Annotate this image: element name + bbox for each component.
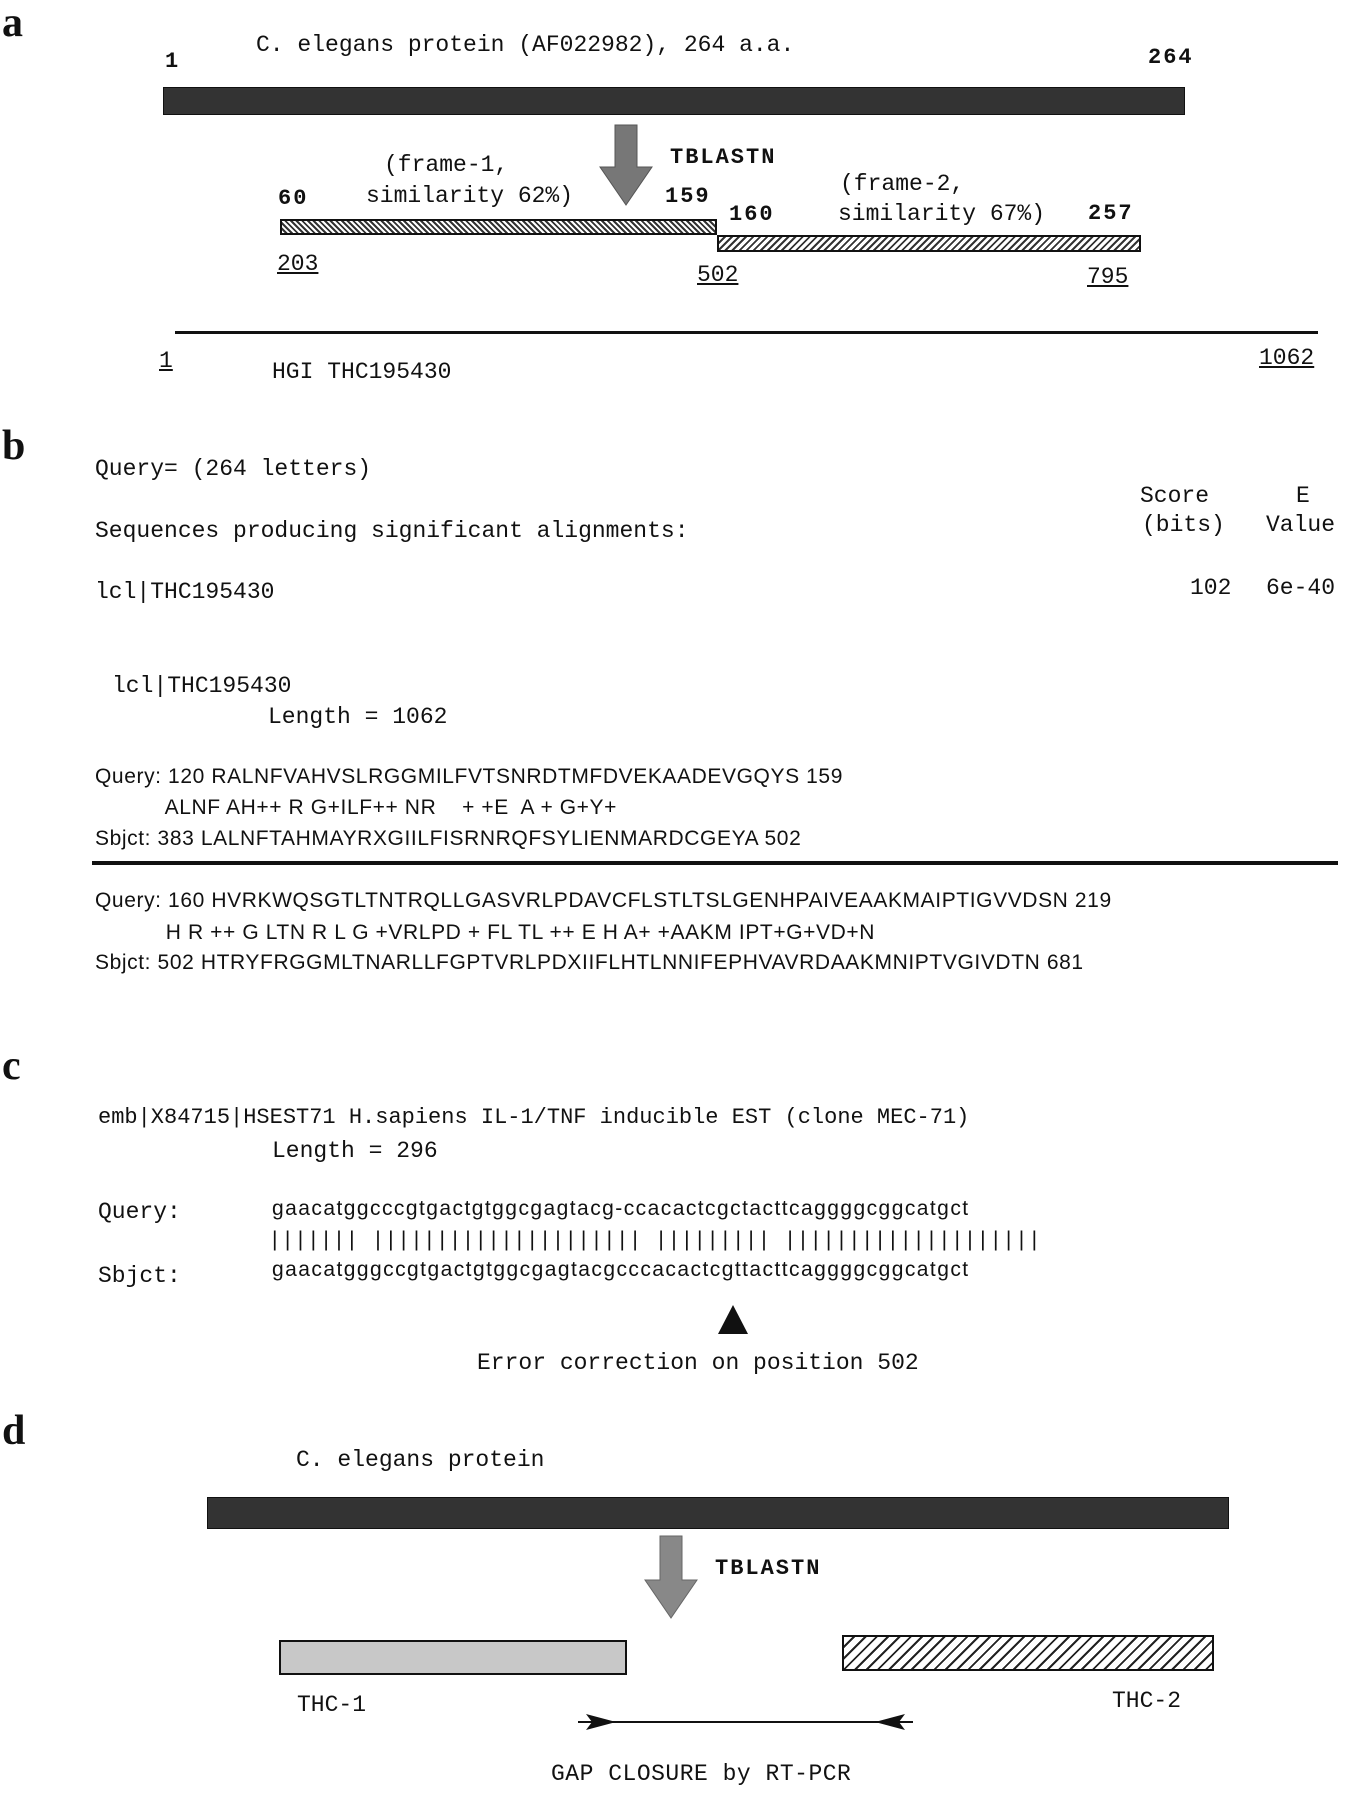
est-start-label: 1 (159, 348, 173, 374)
tblastn-label-d: TBLASTN (715, 1556, 822, 1581)
dna-sbjct-seq: gaacatgggccgtgactgtggcgagtacgcccacactcgttacttcaggggcggcatgct (272, 1258, 970, 1281)
down-arrow-icon (645, 1536, 697, 1618)
detail-id: lcl|THC195430 (112, 673, 292, 699)
protein-end-label: 264 (1148, 45, 1194, 70)
seg2-start-label: 160 (729, 202, 775, 227)
hit-id: lcl|THC195430 (95, 579, 275, 605)
alignment-sbjct-line: Sbjct: 383 LALNFTAHMAYRXGIILFISRNRQFSYLIENMARDCGEYA 502 (95, 827, 802, 850)
seg1-start-label: 60 (278, 186, 309, 211)
protein-title: C. elegans protein (AF022982), 264 a.a. (256, 32, 795, 58)
error-correction-note: Error correction on position 502 (477, 1350, 919, 1376)
alignment-match-line: H R ++ G LTN R L G +VRLPD + FL TL ++ E H A+ +AAKM IPT+G+VD+N (95, 921, 876, 944)
thc1-label: THC-1 (297, 1692, 367, 1718)
panel-c-label: c (2, 1043, 21, 1089)
seg2-end-label: 257 (1088, 201, 1134, 226)
frame2-note-line2: similarity 67%) (838, 201, 1046, 227)
query-line: Query= (264 letters) (95, 456, 372, 482)
protein-bar (163, 87, 1185, 115)
alignment-query-line: Query: 160 HVRKWQSGTLTNTRQLLGASVRLPDAVCFLSTLTSLGENHPAIVEAAKMAIPTIGVVDSN 219 (95, 889, 1112, 912)
frame2-note-line1: (frame-2, (840, 171, 965, 197)
hit-evalue: 6e-40 (1266, 575, 1336, 601)
gap-closure-arrows-icon (578, 1710, 913, 1734)
panel-a-label: a (2, 0, 23, 46)
dna-sbjct-label: Sbjct: (98, 1263, 181, 1289)
dna-query-seq: gaacatggcccgtgactgtggcgagtacg-ccacactcgctacttcaggggcggcatgct (272, 1197, 970, 1220)
alignment-sbjct-line: Sbjct: 502 HTRYFRGGMLTNARLLFGPTVRLPDXIIFLHTLNNIFEPHVAVRDAAKMNIPTVGIVDTN 681 (95, 951, 1084, 974)
detail-length: Length = 1062 (268, 704, 448, 730)
thc2-bar (842, 1635, 1214, 1671)
panel-b-label: b (2, 423, 26, 469)
protein-start-label: 1 (165, 49, 181, 74)
triangle-marker-icon (718, 1305, 748, 1335)
evalue-header-1: E (1296, 483, 1310, 509)
gap-closure-label: GAP CLOSURE by RT-PCR (551, 1761, 852, 1787)
frame1-note-line1: (frame-1, (384, 152, 509, 178)
est-hit-length: Length = 296 (272, 1138, 438, 1164)
protein-bar-d (207, 1497, 1229, 1529)
frame1-segment-bar (280, 219, 717, 235)
panel-d-label: d (2, 1408, 26, 1454)
est-name-label: HGI THC195430 (272, 359, 452, 385)
frame1-note-line2: similarity 62%) (366, 183, 574, 209)
nt-502-label: 502 (697, 262, 739, 288)
frame2-segment-bar (717, 235, 1141, 252)
evalue-header-2: Value (1266, 512, 1336, 538)
seg1-end-label: 159 (665, 184, 711, 209)
thc1-bar (279, 1640, 627, 1675)
dna-query-label: Query: (98, 1199, 181, 1225)
est-line (175, 331, 1318, 334)
nt-795-label: 795 (1087, 264, 1129, 290)
score-header-1: Score (1140, 483, 1210, 509)
alignment-divider (92, 861, 1338, 865)
tblastn-label-a: TBLASTN (670, 145, 777, 170)
thc2-label: THC-2 (1112, 1688, 1182, 1714)
protein-title-d: C. elegans protein (296, 1447, 545, 1473)
dna-match-line: ||||||| ||||||||||||||||||||| ||||||||| |||||||||||||||||||| (272, 1228, 1045, 1251)
sequences-header: Sequences producing significant alignments: (95, 518, 689, 544)
alignment-query-line: Query: 120 RALNFVAHVSLRGGMILFVTSNRDTMFDVEKAADEVGQYS 159 (95, 765, 843, 788)
hit-score: 102 (1190, 575, 1232, 601)
nt-203-label: 203 (277, 251, 319, 277)
est-hit-title: emb|X84715|HSEST71 H.sapiens IL-1/TNF inducible EST (clone MEC-71) (98, 1105, 970, 1130)
alignment-match-line: ALNF AH++ R G+ILF++ NR + +E A + G+Y+ (95, 796, 618, 819)
score-header-2: (bits) (1142, 512, 1225, 538)
down-arrow-icon (600, 125, 652, 205)
est-end-label: 1062 (1259, 345, 1315, 371)
